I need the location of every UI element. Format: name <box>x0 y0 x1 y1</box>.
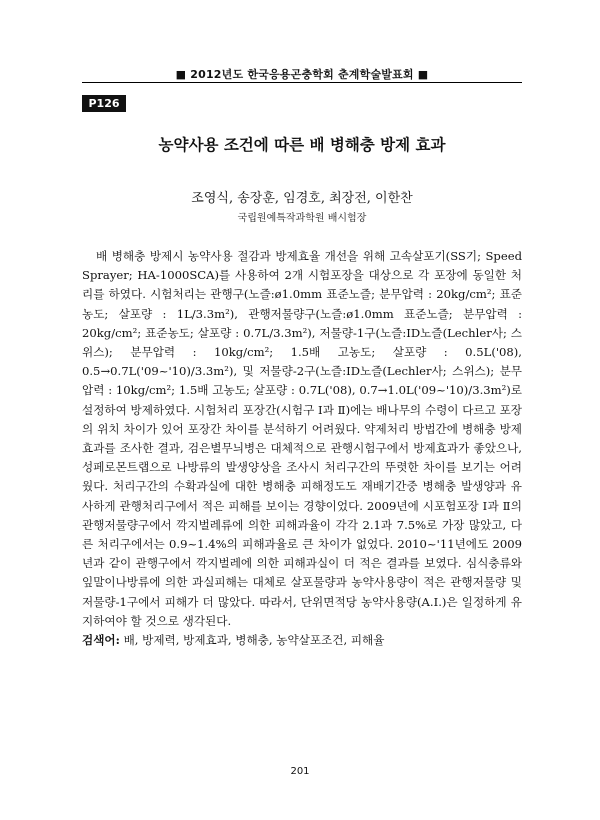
keywords-label: 검색어: <box>82 633 120 647</box>
header-divider <box>82 82 522 83</box>
keywords-terms: 배, 방제력, 방제효과, 병해충, 농약살포조건, 피해율 <box>123 633 385 647</box>
author-affiliation: 국립원예특작과학원 배시험장 <box>237 213 367 224</box>
paper-title: 농약사용 조건에 따른 배 병해충 방제 효과 <box>158 135 446 154</box>
keywords-line <box>82 632 522 648</box>
poster-id-badge: P126 <box>82 95 126 112</box>
conference-header: ■ 2012년도 한국응용곤충학회 춘계학술발표회 ■ <box>175 68 429 81</box>
page-number: 201 <box>290 766 310 777</box>
author-list: 조영식, 송장훈, 임경호, 최장전, 이한찬 <box>191 191 413 206</box>
abstract-body: 배 병해충 방제시 농약사용 절감과 방제효율 개선을 위해 고속살포기(SS기; Speed Sprayer; HA-1000SCA)를 사용하여 2개 시험포장을 대상으로 각 포장에 동일한 처리를 하였다. 시험처리는 관행구(노즐:ø1.0mm 표준노즐; 분무압력 : 20kg/cm²; 표준농도; 살포량 : 1L/3.3m²), 관행저물량구(노즐:ø1.0mm 표준노즐; 분무압력 : 20kg/cm²; 표준농도; 살포량 : 0.7L/3.3m²), 저물량-1구(노즐:ID노즐(Lechler사; 스위스); 분무압력 : 10kg/cm²; 1.5배 고농도; 살포량 : 0.5L('08), 0.5→0.7L('09~'10)/3.3m²), 및 저물량-2구(노즐:ID노즐(Lechler사; 스위스); 분무압력 : 10kg/cm²; 1.5배 고농도; 살포량 : 0.7L('08), 0.7→1.0L('09~'10)/3.3m²)로 설정하여 방제하였다. 시험처리 포장간(시험구 Ⅰ과 Ⅱ)에는 배나무의 수령이 다르고 포장의 위치 차이가 있어 포장간 차이를 분석하기 어려웠다. 약제처리 방법간에 병해충 방제효과를 조사한 결과, 검은별무늬병은 대체적으로 관행시험구에서 방제효과가 좋았으나, 성페로몬트랩으로 나방류의 발생양상을 조사시 처리구간의 뚜렷한 차이를 보기는 어려웠다. 처리구간의 수확과실에 대한 병해충 피해정도도 재배기간중 병해충 발생양과 유사하게 관행처리구에서 적은 피해를 보이는 경향이었다. 2009년에 시포험포장 Ⅰ과 Ⅱ의 관행저물량구에서 깍지벌레류에 의한 피해과율이 각각 2.1과 7.5%로 가장 많았고, 다른 처리구에서는 0.9~1.4%의 피해과율로 큰 차이가 없었다. 2010~'11년에도 2009년과 같이 관행구에서 깍지벌레에 의한 피해과실이 더 적은 결과를 보였다. 심식충류와 잎말이나방류에 의한 과실피해는 대체로 살포물량과 농약사용량이 적은 관행저물량 및 저물량-1구에서 피해가 더 많았다. 따라서, 단위면적당 농약사용량(A.I.)은 일정하게 유지하여야 할 것으로 생각된다. <box>82 249 522 628</box>
